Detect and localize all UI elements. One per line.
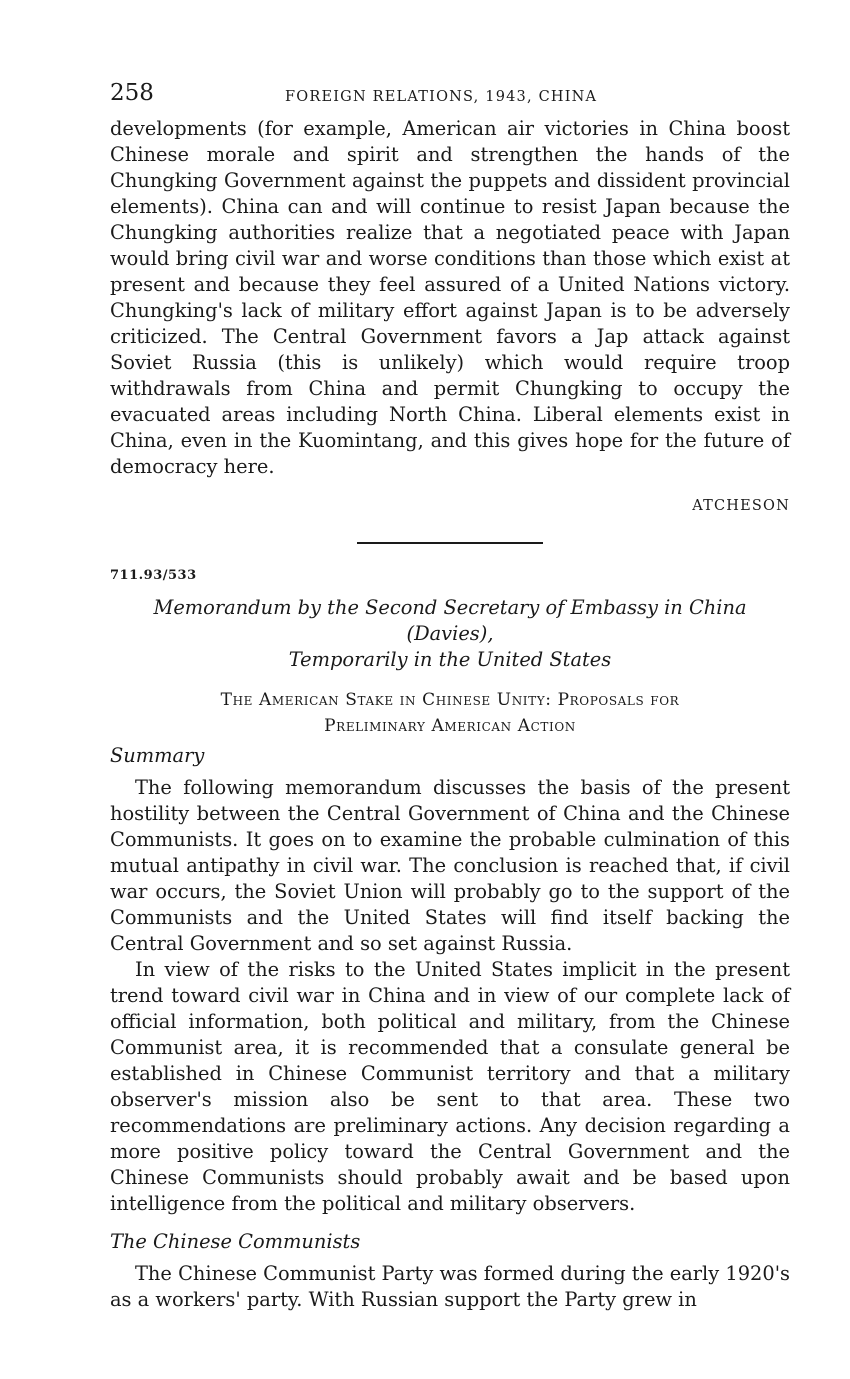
- running-head-title: FOREIGN RELATIONS, 1943, CHINA: [285, 89, 598, 105]
- memo-heading-line: Preliminary American Action: [324, 716, 576, 736]
- signature: ATCHESON: [692, 498, 790, 514]
- summary-paragraph: In view of the risks to the United States implicit in the present trend toward civil war in China and in view of our complete lack of official information, both political and military, from the Chinese Communist area, it is recommended that a consulate general be established in Chinese Communist territory and that a military observer's mission also be sent to that area. These two recommendations are preliminary actions. Any decision regarding a more positive policy toward the Central Government and the Chinese Communists should probably await and be based upon intelligence from the political and military observers.: [110, 958, 790, 1215]
- summary-paragraph: The following memorandum discusses the basis of the present hostility between the Central Government of China and the Chinese Communists. It goes on to examine the probable culmination of this mutual antipathy in civil war. The conclusion is reached that, if civil war occurs, the Soviet Union will probably go to the support of the Communists and the United States will find itself backing the Central Government and so set against Russia.: [110, 776, 790, 955]
- section-title-summary: Summary: [110, 744, 205, 767]
- running-head: [110, 80, 790, 116]
- memo-heading: [110, 687, 790, 739]
- page-number: 258: [110, 80, 154, 106]
- memo-title-line: Temporarily in the United States: [288, 648, 612, 671]
- section-title-communists: The Chinese Communists: [110, 1230, 361, 1253]
- memo-heading-line: The American Stake in Chinese Unity: Proposals for: [220, 690, 680, 710]
- document-page: [110, 80, 790, 1313]
- file-number: 711.93/533: [110, 568, 197, 583]
- continuation-paragraph: developments (for example, American air victories in China boost Chinese morale and spirit and strengthen the hands of the Chungking Government against the puppets and dissident provincial elements). China can and will continue to resist Japan because the Chungking authorities realize that a negotiated peace with Japan would bring civil war and worse conditions than those which exist at present and because they feel assured of a United Nations victory. Chungking's lack of military effort against Japan is to be adversely criticized. The Central Government favors a Jap attack against Soviet Russia (this is unlikely) which would require troop withdrawals from China and permit Chungking to occupy the evacuated areas including North China. Liberal elements exist in China, even in the Kuomintang, and this gives hope for the future of democracy here.: [110, 117, 790, 478]
- communists-paragraph: The Chinese Communist Party was formed during the early 1920's as a workers' party. With Russian support the Party grew in: [110, 1262, 790, 1311]
- memo-title: [110, 595, 790, 673]
- memo-title-line: Memorandum by the Second Secretary of Embassy in China (Davies),: [153, 596, 747, 645]
- section-divider: [357, 542, 543, 544]
